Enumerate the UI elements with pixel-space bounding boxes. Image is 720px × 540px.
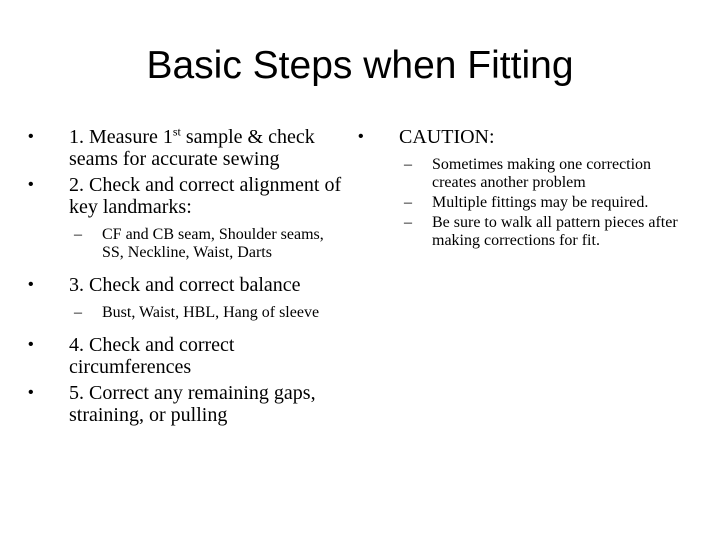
list-item-text: 1. Measure 1 bbox=[69, 126, 173, 148]
dash-icon: – bbox=[404, 156, 412, 173]
list-item-balance bbox=[28, 274, 346, 296]
slide-title: Basic Steps when Fitting bbox=[146, 44, 574, 87]
sub-item-text: Bust, Waist, HBL, Hang of sleeve bbox=[102, 304, 320, 321]
sub-item-landmarks bbox=[28, 226, 346, 262]
list-item-text: 4. Check and correct circumferences bbox=[69, 334, 235, 378]
list-item-text: CAUTION: bbox=[399, 126, 495, 148]
sub-item-walk-pattern bbox=[358, 214, 698, 250]
list-item-correct-gaps bbox=[28, 382, 346, 426]
sub-item-text: Multiple fittings may be required. bbox=[432, 194, 649, 211]
dash-icon: – bbox=[404, 214, 412, 231]
bullet-icon: • bbox=[28, 384, 34, 401]
dash-icon: – bbox=[74, 304, 82, 321]
right-column bbox=[358, 126, 698, 252]
superscript-text: st bbox=[172, 124, 181, 139]
list-item-text: sample & check seams for accurate sewing bbox=[69, 126, 315, 170]
list-item-circumferences bbox=[28, 334, 346, 378]
list-item-alignment bbox=[28, 174, 346, 218]
left-column bbox=[28, 126, 346, 430]
sub-item-balance-points bbox=[28, 304, 346, 322]
bullet-icon: • bbox=[28, 336, 34, 353]
dash-icon: – bbox=[74, 226, 82, 243]
sub-item-multiple-fittings bbox=[358, 194, 698, 212]
bullet-icon: • bbox=[28, 176, 34, 193]
bullet-icon: • bbox=[28, 276, 34, 293]
sub-item-text: Sometimes making one correction creates another problem bbox=[432, 156, 652, 191]
list-item-text: 5. Correct any remaining gaps, straining, or pulling bbox=[69, 382, 316, 426]
bullet-icon: • bbox=[28, 128, 34, 145]
list-item-measure bbox=[28, 126, 346, 170]
list-item-text: 2. Check and correct alignment of key landmarks: bbox=[69, 174, 342, 218]
sub-item-text: Be sure to walk all pattern pieces after making corrections for fit. bbox=[432, 214, 678, 249]
list-item-caution bbox=[358, 126, 698, 148]
list-item-text: 3. Check and correct balance bbox=[69, 274, 301, 296]
bullet-icon: • bbox=[358, 128, 364, 145]
sub-item-text: CF and CB seam, Shoulder seams, SS, Neckline, Waist, Darts bbox=[102, 226, 324, 261]
dash-icon: – bbox=[404, 194, 412, 211]
sub-item-correction-warning bbox=[358, 156, 698, 192]
